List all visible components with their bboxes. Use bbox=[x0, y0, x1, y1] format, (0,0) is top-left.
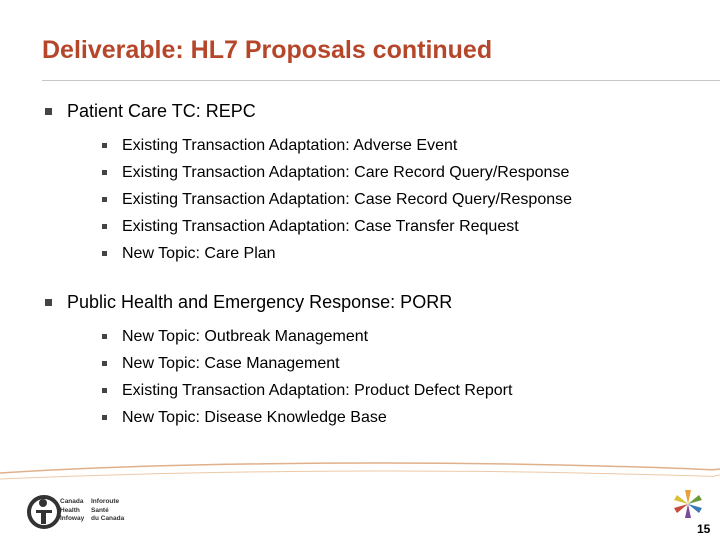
page-number: 15 bbox=[697, 522, 711, 536]
list-item-text: New Topic: Care Plan bbox=[122, 245, 276, 262]
square-bullet-icon bbox=[102, 415, 107, 420]
list-item-text: New Topic: Case Management bbox=[122, 355, 340, 372]
list-item bbox=[102, 159, 572, 186]
list-item bbox=[102, 404, 512, 431]
list-item bbox=[102, 240, 572, 267]
title-divider bbox=[42, 80, 720, 81]
logo-line: Santé bbox=[91, 506, 109, 514]
list-item bbox=[102, 323, 512, 350]
square-bullet-icon bbox=[102, 334, 107, 339]
logo-line: Inforoute bbox=[91, 498, 120, 505]
square-bullet-icon bbox=[102, 170, 107, 175]
logo-line: Canada bbox=[60, 498, 84, 505]
square-bullet-icon bbox=[45, 108, 52, 115]
square-bullet-icon bbox=[102, 224, 107, 229]
logo-text-fr bbox=[91, 498, 124, 524]
square-bullet-icon bbox=[102, 361, 107, 366]
list-item-text: Existing Transaction Adaptation: Care Record Query/Response bbox=[122, 164, 570, 181]
sub-bullet-list bbox=[102, 132, 572, 267]
square-bullet-icon bbox=[102, 251, 107, 256]
list-item-text: New Topic: Outbreak Management bbox=[122, 328, 369, 345]
square-bullet-icon bbox=[45, 299, 52, 306]
logo-line: du Canada bbox=[91, 515, 125, 522]
list-item bbox=[102, 350, 512, 377]
list-item-text: New Topic: Disease Knowledge Base bbox=[122, 409, 387, 426]
list-item bbox=[102, 186, 572, 213]
section-heading bbox=[45, 101, 572, 122]
section-heading-text: Public Health and Emergency Response: PORR bbox=[67, 292, 453, 312]
slide-title: Deliverable: HL7 Proposals continued bbox=[42, 36, 493, 64]
logo-line: Infoway bbox=[60, 515, 85, 522]
list-item-text: Existing Transaction Adaptation: Case Record Query/Response bbox=[122, 191, 573, 208]
logo-text-en bbox=[60, 498, 84, 524]
sub-bullet-list bbox=[102, 323, 512, 431]
list-item bbox=[102, 132, 572, 159]
section-patient-care bbox=[45, 101, 572, 267]
pinwheel-star-icon bbox=[668, 488, 708, 524]
section-public-health bbox=[45, 292, 512, 431]
logo-line: Health bbox=[60, 506, 80, 514]
list-item-text: Existing Transaction Adaptation: Adverse Event bbox=[122, 137, 458, 154]
list-item-text: Existing Transaction Adaptation: Case Transfer Request bbox=[122, 218, 519, 235]
canada-health-infoway-logo-icon bbox=[26, 494, 62, 530]
section-heading-text: Patient Care TC: REPC bbox=[67, 101, 256, 121]
section-heading bbox=[45, 292, 512, 313]
square-bullet-icon bbox=[102, 197, 107, 202]
square-bullet-icon bbox=[102, 388, 107, 393]
list-item bbox=[102, 377, 512, 404]
square-bullet-icon bbox=[102, 143, 107, 148]
list-item bbox=[102, 213, 572, 240]
footer-wave-decoration bbox=[0, 455, 720, 495]
list-item-text: Existing Transaction Adaptation: Product Defect Report bbox=[122, 382, 513, 399]
